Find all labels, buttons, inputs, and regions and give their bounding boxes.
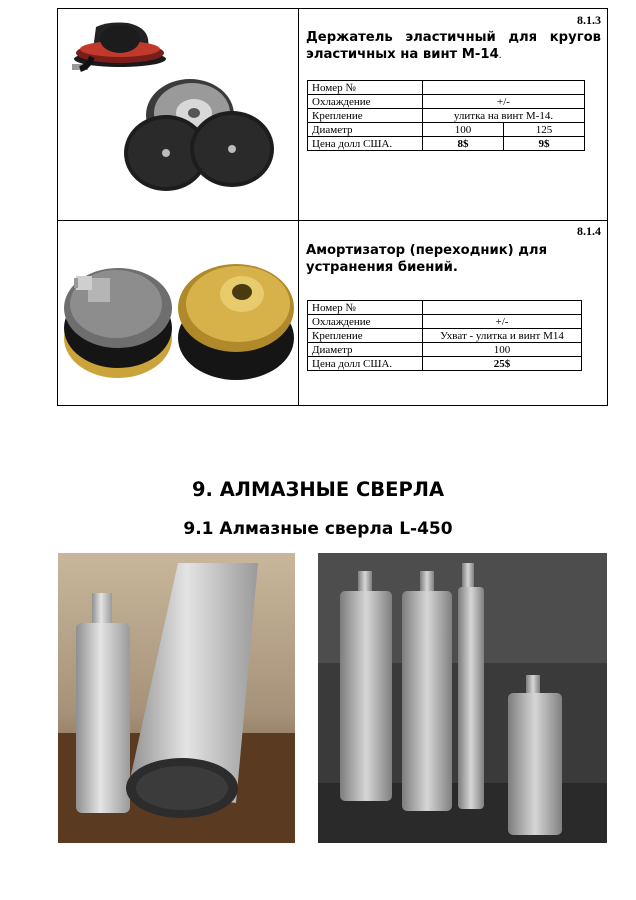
spec-table (307, 80, 585, 151)
spec-value (423, 301, 582, 315)
spec-value: +/- (423, 95, 585, 109)
section-subtitle: 9.1 Алмазные сверла L-450 (183, 519, 453, 539)
spec-row-number (308, 81, 585, 95)
spec-label: Цена долл США. (308, 137, 423, 151)
price-value: 9$ (504, 137, 585, 151)
spec-row-cooling (308, 315, 582, 329)
spec-label: Номер № (308, 81, 423, 95)
spec-label: Охлаждение (308, 95, 423, 109)
spec-label: Диаметр (308, 343, 423, 357)
spec-row-diameter (308, 343, 582, 357)
price-value: 8$ (423, 137, 504, 151)
product-table (57, 8, 608, 406)
spec-value: улитка на винт М-14. (423, 109, 585, 123)
core-drills-group-photo (318, 553, 607, 843)
shock-absorber-illustration (58, 220, 298, 405)
spec-row-mount (308, 109, 585, 123)
product-code: 8.1.4 (577, 224, 601, 238)
product-image-backing-pads (58, 9, 299, 220)
spec-value: 100 (423, 343, 582, 357)
spec-row-price (308, 357, 582, 371)
photo-two-core-drills (58, 553, 295, 843)
spec-value: 100 (423, 123, 504, 137)
spec-label: Номер № (308, 301, 423, 315)
product-info-8-1-4 (300, 220, 607, 405)
title-dot: . (498, 49, 502, 61)
product-title (306, 29, 601, 64)
photo-group-core-drills (318, 553, 607, 843)
spec-label: Крепление (308, 329, 423, 343)
spec-row-number (308, 301, 582, 315)
spec-row-price (308, 137, 585, 151)
spec-label: Цена долл США. (308, 357, 423, 371)
spec-table (307, 300, 582, 371)
backing-pad-illustration (58, 9, 298, 219)
spec-label: Охлаждение (308, 315, 423, 329)
spec-row-diameter (308, 123, 585, 137)
spec-row-mount (308, 329, 582, 343)
product-image-adapters (58, 220, 299, 405)
spec-value: +/- (423, 315, 582, 329)
spec-label: Крепление (308, 109, 423, 123)
price-value: 25$ (423, 357, 582, 371)
product-title: Амортизатор (переходник) для устранения биений. (306, 243, 548, 275)
product-row-8-1-3 (58, 9, 607, 221)
product-info-8-1-3 (300, 9, 607, 220)
product-row-8-1-4 (58, 220, 607, 405)
product-title-text: Держатель эластичный для кругов эластичных на винт М-14 (306, 30, 601, 62)
core-drills-photo (58, 553, 295, 843)
spec-value: Ухват - улитка и винт М14 (423, 329, 582, 343)
spec-value: 125 (504, 123, 585, 137)
spec-label: Диаметр (308, 123, 423, 137)
product-code: 8.1.3 (577, 13, 601, 27)
section-title: 9. АЛМАЗНЫЕ СВЕРЛА (191, 478, 445, 501)
spec-row-cooling (308, 95, 585, 109)
spec-value (423, 81, 585, 95)
